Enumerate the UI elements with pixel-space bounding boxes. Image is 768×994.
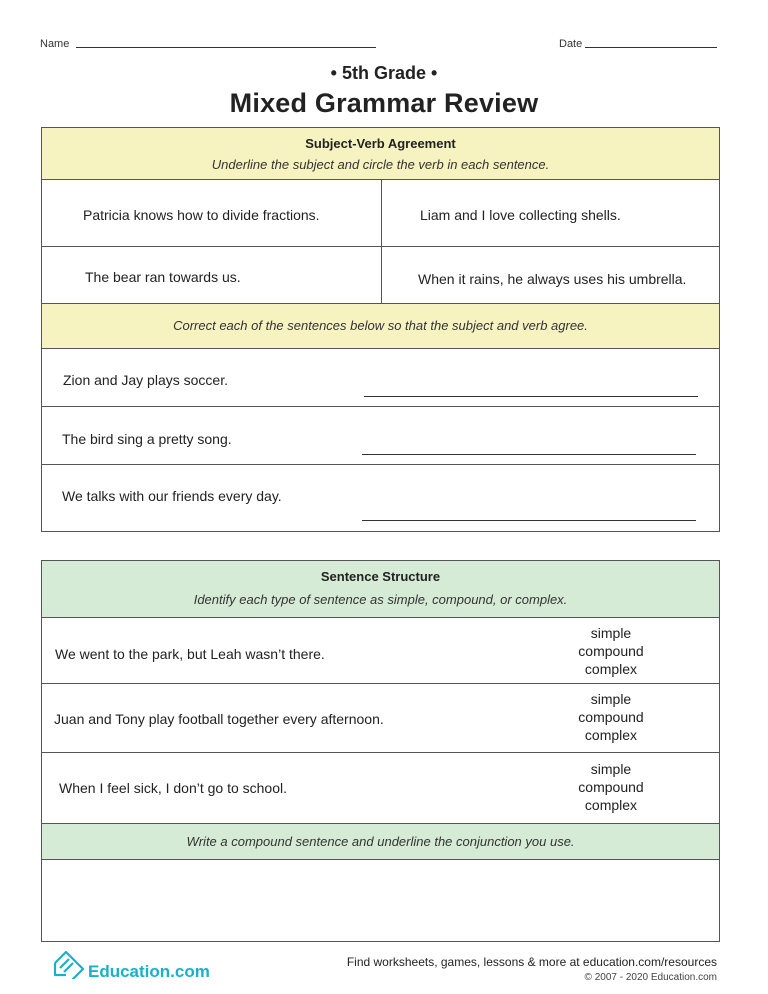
answer-line-2[interactable]	[362, 454, 696, 455]
option-simple[interactable]: simple	[590, 691, 632, 707]
correction-sentence-1: Zion and Jay plays soccer.	[63, 372, 228, 388]
option-complex[interactable]: complex	[584, 797, 638, 813]
sentence-structure-title: Sentence Structure	[320, 569, 441, 584]
option-simple[interactable]: simple	[590, 761, 632, 777]
divider	[42, 683, 719, 684]
subject-verb-instruction: Underline the subject and circle the verb in each sentence.	[211, 157, 550, 172]
answer-line-3[interactable]	[362, 520, 696, 521]
name-label: Name	[40, 38, 70, 50]
footer-tagline: Find worksheets, games, lessons & more at education.com/resources	[346, 955, 717, 969]
answer-line-1[interactable]	[364, 396, 698, 397]
education-logo-icon	[52, 949, 86, 979]
structure-sentence-3: When I feel sick, I don’t go to school.	[59, 780, 288, 796]
grid-divider	[381, 180, 382, 303]
grade-label: • 5th Grade •	[330, 63, 438, 83]
sentence-2[interactable]: Liam and I love collecting shells.	[420, 207, 621, 223]
compound-instruction: Write a compound sentence and underline the conjunction you use.	[186, 834, 575, 849]
date-line[interactable]	[585, 47, 717, 48]
subject-verb-title: Subject-Verb Agreement	[305, 136, 456, 151]
option-complex[interactable]: complex	[584, 727, 638, 743]
name-line[interactable]	[76, 47, 376, 48]
type-options-1	[551, 624, 671, 678]
date-label: Date	[559, 38, 583, 50]
footer-copyright: © 2007 - 2020 Education.com	[584, 972, 717, 983]
education-logo-text: Education.com	[88, 962, 210, 981]
type-options-2	[551, 690, 671, 744]
divider	[42, 246, 719, 247]
page-title: Mixed Grammar Review	[229, 88, 539, 118]
option-compound[interactable]: compound	[578, 709, 644, 725]
correction-instruction: Correct each of the sentences below so that the subject and verb agree.	[173, 318, 588, 333]
divider	[42, 348, 719, 349]
sentence-3[interactable]: The bear ran towards us.	[85, 269, 241, 285]
option-compound[interactable]: compound	[578, 643, 644, 659]
compound-answer-area[interactable]	[43, 860, 718, 940]
correction-sentence-3: We talks with our friends every day.	[62, 488, 282, 504]
divider	[42, 752, 719, 753]
divider	[42, 406, 719, 407]
option-simple[interactable]: simple	[590, 625, 632, 641]
divider	[42, 617, 719, 618]
structure-sentence-2: Juan and Tony play football together every afternoon.	[54, 711, 384, 727]
sentence-1[interactable]: Patricia knows how to divide fractions.	[83, 207, 320, 223]
option-complex[interactable]: complex	[584, 661, 638, 677]
sentence-4[interactable]: When it rains, he always uses his umbrella.	[418, 271, 687, 287]
correction-sentence-2: The bird sing a pretty song.	[62, 431, 232, 447]
type-options-3	[551, 760, 671, 814]
divider	[42, 464, 719, 465]
structure-sentence-1: We went to the park, but Leah wasn’t there.	[55, 646, 325, 662]
option-compound[interactable]: compound	[578, 779, 644, 795]
sentence-structure-instruction: Identify each type of sentence as simple, compound, or complex.	[193, 592, 568, 607]
